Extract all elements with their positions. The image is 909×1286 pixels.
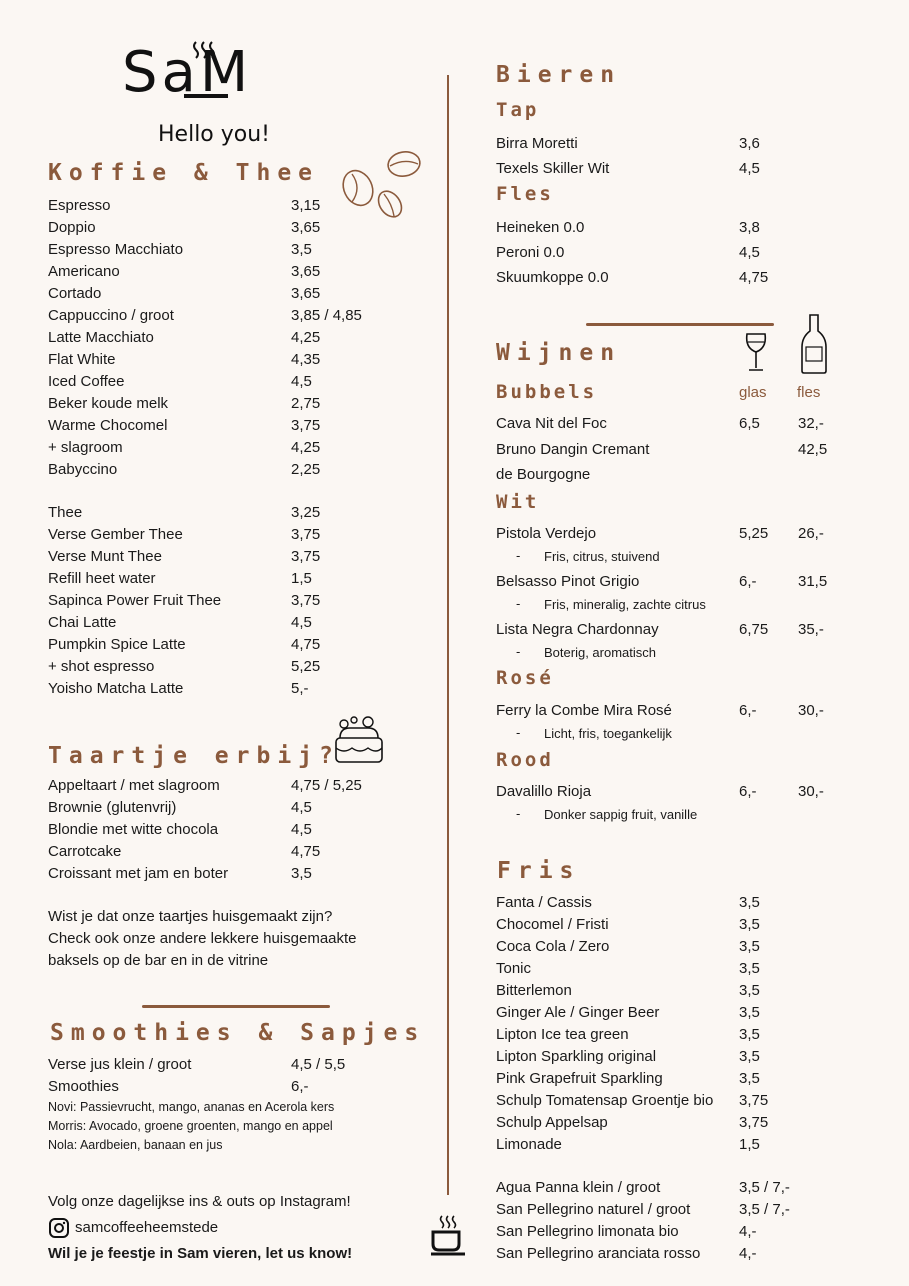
item-price: 4,- bbox=[739, 1245, 757, 1262]
item-name: Agua Panna klein / groot bbox=[496, 1179, 661, 1196]
menu-item bbox=[48, 797, 388, 819]
item-price: 3,5 bbox=[291, 865, 312, 882]
item-price: 4,5 bbox=[739, 160, 760, 177]
menu-item bbox=[496, 240, 896, 265]
menu-item bbox=[48, 327, 388, 349]
menu-item bbox=[48, 546, 388, 568]
instagram-handle: samcoffeeheemstede bbox=[75, 1219, 219, 1236]
wine-name: Pistola Verdejo bbox=[496, 525, 597, 542]
item-name: Peroni 0.0 bbox=[496, 244, 565, 261]
item-name: Refill heet water bbox=[48, 570, 156, 587]
item-name: Pink Grapefruit Sparkling bbox=[496, 1070, 663, 1087]
wijnen-heading: Wijnen bbox=[496, 340, 622, 366]
menu-item bbox=[496, 1112, 896, 1134]
menu-item bbox=[496, 156, 896, 181]
item-name: Bitterlemon bbox=[496, 982, 572, 999]
item-price: 1,5 bbox=[291, 570, 312, 587]
wine-glas-price: 5,25 bbox=[739, 525, 769, 542]
smoothie-desc: Morris: Avocado, groene groenten, mango en appel bbox=[48, 1119, 333, 1133]
item-price: 3,8 bbox=[739, 219, 760, 236]
wine-name: Cava Nit del Foc bbox=[496, 415, 607, 432]
koffie-list bbox=[48, 195, 388, 481]
menu-item bbox=[496, 265, 896, 290]
thee-list bbox=[48, 502, 388, 700]
menu-item bbox=[496, 936, 896, 958]
item-price: 2,75 bbox=[291, 395, 321, 412]
instagram-text: Volg onze dagelijkse ins & outs op Instagram! bbox=[48, 1193, 351, 1210]
item-price: 3,6 bbox=[739, 135, 760, 152]
dash: - bbox=[516, 596, 521, 611]
menu-item bbox=[48, 590, 388, 612]
smoothie-list bbox=[48, 1054, 388, 1098]
menu-item bbox=[496, 131, 896, 156]
item-price: 3,5 / 7,- bbox=[739, 1201, 790, 1218]
item-name: Sapinca Power Fruit Thee bbox=[48, 592, 222, 609]
wine-item bbox=[496, 700, 896, 748]
rose-heading: Rosé bbox=[496, 667, 554, 689]
menu-item bbox=[48, 305, 388, 327]
menu-item bbox=[48, 349, 388, 371]
item-price: 3,5 bbox=[739, 1048, 760, 1065]
item-price: 3,75 bbox=[291, 548, 321, 565]
item-price: 3,75 bbox=[291, 526, 321, 543]
item-price: 2,25 bbox=[291, 461, 321, 478]
menu-item bbox=[48, 415, 388, 437]
menu-item bbox=[48, 656, 388, 678]
item-price: 4,5 / 5,5 bbox=[291, 1056, 346, 1073]
menu-item bbox=[48, 634, 388, 656]
instagram-icon bbox=[48, 1217, 70, 1239]
taart-note-line: baksels op de bar en in de vitrine bbox=[48, 952, 269, 969]
fles-list bbox=[496, 215, 896, 290]
taart-list bbox=[48, 775, 388, 885]
menu-item bbox=[496, 1243, 896, 1265]
item-name: Cortado bbox=[48, 285, 102, 302]
item-name: Schulp Appelsap bbox=[496, 1114, 608, 1131]
item-price: 3,5 / 7,- bbox=[739, 1179, 790, 1196]
item-price: 4,25 bbox=[291, 439, 321, 456]
item-name: Lipton Ice tea green bbox=[496, 1026, 629, 1043]
menu-item bbox=[48, 239, 388, 261]
item-name: Verse Munt Thee bbox=[48, 548, 162, 565]
wine-item bbox=[496, 571, 896, 619]
item-name: Heineken 0.0 bbox=[496, 219, 585, 236]
item-name: Latte Macchiato bbox=[48, 329, 154, 346]
menu-item bbox=[496, 980, 896, 1002]
item-price: 1,5 bbox=[739, 1136, 760, 1153]
item-price: 5,25 bbox=[291, 658, 321, 675]
item-name: Babyccino bbox=[48, 461, 118, 478]
section-divider bbox=[142, 1005, 330, 1008]
cup-icon bbox=[428, 1214, 468, 1258]
taart-note-line: Check ook onze andere lekkere huisgemaakte bbox=[48, 930, 357, 947]
item-name: Americano bbox=[48, 263, 120, 280]
item-name: Iced Coffee bbox=[48, 373, 125, 390]
item-name: Tonic bbox=[496, 960, 532, 977]
menu-item bbox=[48, 217, 388, 239]
menu-item bbox=[496, 1024, 896, 1046]
menu-item bbox=[496, 1068, 896, 1090]
item-name: Coca Cola / Zero bbox=[496, 938, 610, 955]
item-name: Fanta / Cassis bbox=[496, 894, 592, 911]
item-price: 4,5 bbox=[291, 373, 312, 390]
menu-item bbox=[48, 371, 388, 393]
wine-name-line2: de Bourgogne bbox=[496, 466, 591, 483]
item-name: Texels Skiller Wit bbox=[496, 160, 610, 177]
item-price: 4,75 bbox=[291, 636, 321, 653]
glas-column-header: glas bbox=[739, 384, 767, 401]
dash: - bbox=[516, 644, 521, 659]
item-name: Brownie (glutenvrij) bbox=[48, 799, 177, 816]
menu-item bbox=[48, 524, 388, 546]
party-text: Wil je je feestje in Sam vieren, let us know! bbox=[48, 1245, 353, 1262]
item-name: Warme Chocomel bbox=[48, 417, 168, 434]
item-name: Verse Gember Thee bbox=[48, 526, 183, 543]
fris-heading: Fris bbox=[497, 858, 581, 884]
menu-item bbox=[496, 1134, 896, 1156]
taart-note-line: Wist je dat onze taartjes huisgemaakt zijn? bbox=[48, 908, 333, 925]
item-name: Smoothies bbox=[48, 1078, 119, 1095]
item-price: 3,85 / 4,85 bbox=[291, 307, 362, 324]
menu-item bbox=[496, 958, 896, 980]
item-price: 4,5 bbox=[291, 614, 312, 631]
item-name: Chocomel / Fristi bbox=[496, 916, 609, 933]
item-price: 5,- bbox=[291, 680, 309, 697]
smoothie-desc: Novi: Passievrucht, mango, ananas en Acerola kers bbox=[48, 1100, 335, 1114]
item-price: 4,- bbox=[739, 1223, 757, 1240]
item-price: 3,75 bbox=[739, 1092, 769, 1109]
wine-row bbox=[496, 413, 896, 435]
fles-column-header: fles bbox=[797, 384, 821, 401]
wine-glas-price: 6,75 bbox=[739, 621, 769, 638]
item-name: Thee bbox=[48, 504, 83, 521]
item-price: 4,25 bbox=[291, 329, 321, 346]
cake-icon bbox=[330, 712, 390, 768]
wine-name: Ferry la Combe Mira Rosé bbox=[496, 702, 672, 719]
item-price: 3,5 bbox=[739, 982, 760, 999]
menu-item bbox=[496, 914, 896, 936]
item-name: Lipton Sparkling original bbox=[496, 1048, 657, 1065]
menu-item bbox=[48, 568, 388, 590]
dash: - bbox=[516, 548, 521, 563]
wine-item bbox=[496, 781, 896, 829]
menu-item bbox=[48, 1076, 388, 1098]
item-name: Cappuccino / groot bbox=[48, 307, 174, 324]
item-price: 3,25 bbox=[291, 504, 321, 521]
item-price: 3,5 bbox=[739, 938, 760, 955]
taart-note bbox=[48, 906, 428, 972]
rood-heading: Rood bbox=[496, 749, 554, 771]
wine-description: Donker sappig fruit, vanille bbox=[544, 807, 698, 822]
bubbels-heading: Bubbels bbox=[496, 381, 598, 403]
item-price: 3,5 bbox=[739, 1070, 760, 1087]
menu-item bbox=[48, 819, 388, 841]
wine-bottle-icon bbox=[798, 313, 830, 375]
vertical-divider bbox=[447, 75, 449, 1195]
menu-item bbox=[48, 261, 388, 283]
item-name: Flat White bbox=[48, 351, 116, 368]
menu-item bbox=[496, 892, 896, 914]
dash: - bbox=[516, 806, 521, 821]
tap-list bbox=[496, 131, 896, 181]
item-name: + slagroom bbox=[48, 439, 123, 456]
menu-item bbox=[48, 437, 388, 459]
item-price: 6,- bbox=[291, 1078, 309, 1095]
item-name: Blondie met witte chocola bbox=[48, 821, 219, 838]
smoothies-heading: Smoothies & Sapjes bbox=[50, 1020, 426, 1046]
item-name: Limonade bbox=[496, 1136, 562, 1153]
menu-item bbox=[48, 863, 388, 885]
smoothie-descriptions bbox=[48, 1098, 428, 1155]
item-name: Chai Latte bbox=[48, 614, 117, 631]
item-price: 4,5 bbox=[739, 244, 760, 261]
wine-name: Davalillo Rioja bbox=[496, 783, 592, 800]
item-price: 3,75 bbox=[739, 1114, 769, 1131]
menu-item bbox=[48, 283, 388, 305]
item-price: 3,65 bbox=[291, 219, 321, 236]
menu-item bbox=[48, 775, 388, 797]
wine-fles-price: 30,- bbox=[798, 702, 824, 719]
section-divider bbox=[586, 323, 774, 326]
wine-glas-price: 6,- bbox=[739, 702, 757, 719]
item-price: 3,65 bbox=[291, 263, 321, 280]
wine-fles-price: 26,- bbox=[798, 525, 824, 542]
item-price: 3,15 bbox=[291, 197, 321, 214]
wine-item bbox=[496, 523, 896, 571]
menu-item bbox=[48, 841, 388, 863]
item-price: 4,75 bbox=[291, 843, 321, 860]
fris-list bbox=[496, 892, 896, 1156]
wine-row bbox=[496, 439, 896, 486]
item-name: Doppio bbox=[48, 219, 96, 236]
bieren-heading: Bieren bbox=[496, 62, 622, 88]
taart-heading: Taartje erbij? bbox=[48, 743, 340, 769]
wine-description: Fris, mineralig, zachte citrus bbox=[544, 597, 706, 612]
item-name: Yoisho Matcha Latte bbox=[48, 680, 184, 697]
item-price: 3,65 bbox=[291, 285, 321, 302]
menu-item bbox=[496, 1002, 896, 1024]
wine-fles-price: 32,- bbox=[798, 415, 824, 432]
item-price: 3,5 bbox=[739, 1004, 760, 1021]
item-name: Ginger Ale / Ginger Beer bbox=[496, 1004, 660, 1021]
koffie-heading: Koffie & Thee bbox=[48, 160, 320, 186]
item-price: 4,5 bbox=[291, 821, 312, 838]
menu-item bbox=[48, 195, 388, 217]
item-price: 3,75 bbox=[291, 592, 321, 609]
item-name: Appeltaart / met slagroom bbox=[48, 777, 220, 794]
tap-heading: Tap bbox=[496, 99, 540, 121]
water-list bbox=[496, 1177, 896, 1265]
wine-name: Bruno Dangin Cremant bbox=[496, 441, 650, 458]
menu-item bbox=[48, 1054, 388, 1076]
rose-list bbox=[496, 700, 896, 748]
fles-heading: Fles bbox=[496, 183, 554, 205]
item-price: 3,5 bbox=[739, 894, 760, 911]
wit-heading: Wit bbox=[496, 491, 540, 513]
dash: - bbox=[516, 725, 521, 740]
item-price: 4,35 bbox=[291, 351, 321, 368]
item-name: Verse jus klein / groot bbox=[48, 1056, 192, 1073]
smoothie-desc: Nola: Aardbeien, banaan en jus bbox=[48, 1138, 223, 1152]
menu-item bbox=[496, 215, 896, 240]
menu-item bbox=[48, 459, 388, 481]
wine-glass-icon bbox=[742, 332, 770, 374]
wine-glas-price: 6,5 bbox=[739, 415, 760, 432]
wine-name: Belsasso Pinot Grigio bbox=[496, 573, 640, 590]
menu-item bbox=[48, 678, 388, 700]
wine-fles-price: 42,5 bbox=[798, 441, 828, 458]
item-name: + shot espresso bbox=[48, 658, 155, 675]
item-price: 3,75 bbox=[291, 417, 321, 434]
item-name: Skuumkoppe 0.0 bbox=[496, 269, 609, 286]
wine-description: Fris, citrus, stuivend bbox=[544, 549, 660, 564]
menu-item bbox=[496, 1199, 896, 1221]
wine-fles-price: 31,5 bbox=[798, 573, 828, 590]
item-name: Carrotcake bbox=[48, 843, 122, 860]
item-name: Croissant met jam en boter bbox=[48, 865, 229, 882]
wine-glas-price: 6,- bbox=[739, 783, 757, 800]
item-name: San Pellegrino naturel / groot bbox=[496, 1201, 691, 1218]
menu-item bbox=[48, 612, 388, 634]
item-name: San Pellegrino aranciata rosso bbox=[496, 1245, 701, 1262]
wine-fles-price: 35,- bbox=[798, 621, 824, 638]
item-name: San Pellegrino limonata bio bbox=[496, 1223, 679, 1240]
item-name: Espresso Macchiato bbox=[48, 241, 184, 258]
item-name: Espresso bbox=[48, 197, 111, 214]
item-price: 3,5 bbox=[291, 241, 312, 258]
wine-fles-price: 30,- bbox=[798, 783, 824, 800]
logo-text: SaM bbox=[122, 40, 253, 105]
menu-item bbox=[496, 1177, 896, 1199]
wine-glas-price: 6,- bbox=[739, 573, 757, 590]
item-price: 4,75 bbox=[739, 269, 769, 286]
menu-item bbox=[496, 1221, 896, 1243]
item-price: 3,5 bbox=[739, 916, 760, 933]
wine-description: Boterig, aromatisch bbox=[544, 645, 656, 660]
item-name: Beker koude melk bbox=[48, 395, 169, 412]
item-name: Schulp Tomatensap Groentje bio bbox=[496, 1092, 714, 1109]
tagline: Hello you! bbox=[158, 122, 270, 147]
menu-item bbox=[48, 502, 388, 524]
menu-item bbox=[496, 1046, 896, 1068]
menu-item bbox=[496, 1090, 896, 1112]
wine-name: Lista Negra Chardonnay bbox=[496, 621, 659, 638]
item-price: 3,5 bbox=[739, 1026, 760, 1043]
logo bbox=[118, 38, 308, 118]
item-price: 4,75 / 5,25 bbox=[291, 777, 362, 794]
wine-item bbox=[496, 619, 896, 667]
menu-item bbox=[48, 393, 388, 415]
item-name: Pumpkin Spice Latte bbox=[48, 636, 186, 653]
rood-list bbox=[496, 781, 896, 829]
wit-list bbox=[496, 523, 896, 667]
item-name: Birra Moretti bbox=[496, 135, 578, 152]
item-price: 3,5 bbox=[739, 960, 760, 977]
item-price: 4,5 bbox=[291, 799, 312, 816]
wine-description: Licht, fris, toegankelijk bbox=[544, 726, 672, 741]
